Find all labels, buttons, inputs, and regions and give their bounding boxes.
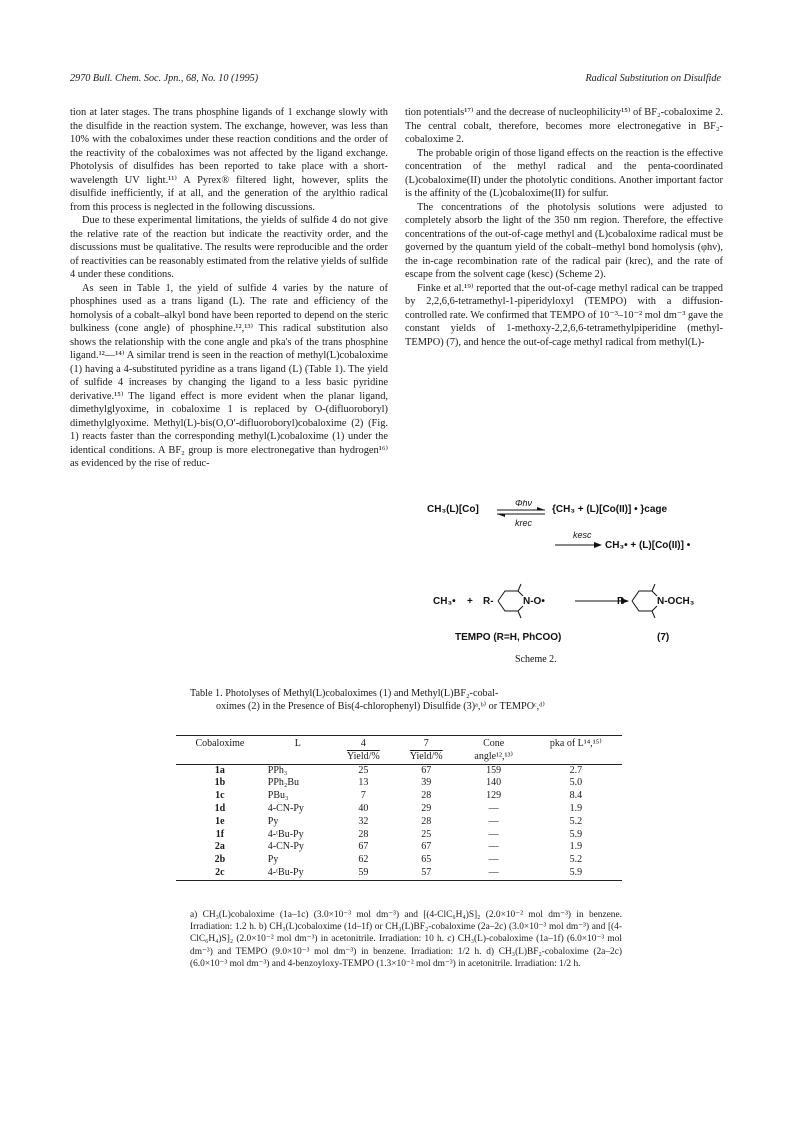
cell-yield-7: 28 (421, 815, 432, 827)
cell-yield-7: 39 (421, 777, 432, 789)
cell-cone-angle: — (488, 815, 499, 827)
scheme-r-left: R- (483, 596, 494, 607)
table-subheader-row (176, 751, 622, 764)
cell-yield-4: 13 (358, 777, 369, 789)
cell-ligand: PPh₃ (267, 764, 288, 776)
cell-pka: 8.4 (569, 790, 583, 802)
cell-yield-4: 59 (332, 867, 395, 880)
scheme-kesc: kesc (573, 530, 592, 540)
cell-cone-angle: — (488, 854, 499, 866)
paragraph: Due to these experimental limitations, the yields of sulfide 4 do not give the relative rate of the reaction but indicate the reactivity order, and the discussions must be qualitative. The results were reproducible and the order of reactivities can be reasonably estimated from the relative yields of sulfide 4 under these conditions. (70, 215, 388, 280)
cell-cobaloxime: 1f (215, 828, 225, 840)
cell-ligand: 4-CN-Py (267, 841, 304, 853)
cell-cobaloxime: 2c (176, 867, 264, 880)
header-ligand: L (264, 736, 332, 751)
table-row (176, 790, 622, 803)
cell-cobaloxime: 1b (214, 777, 226, 789)
cell-cone-angle: 129 (486, 790, 502, 802)
header-pka: pka of L¹⁴,¹⁵⁾ (530, 736, 622, 751)
table-header-row (176, 736, 622, 751)
cell-ligand: Py (267, 854, 279, 866)
cell-cobaloxime: 1e (215, 815, 225, 827)
left-column (70, 106, 388, 471)
scheme-tempo-label: TEMPO (R=H, PhCOO) (455, 632, 562, 643)
header-cone: Cone (458, 736, 530, 751)
cell-cobaloxime: 2a (214, 841, 225, 853)
header-yield-7: Yield/% (395, 751, 458, 764)
cell-ligand: 4-ᵗBu-Py (264, 867, 332, 880)
table-row (176, 867, 622, 880)
cell-ligand: PBu₃ (267, 790, 289, 802)
cell-yield-7: 28 (421, 790, 432, 802)
paragraph: The concentrations of the photolysis solutions were adjusted to completely absorb the light of the 350 nm region. Therefore, the effective concentrations of the out-of-cage methyl and (L)cobaloxime radical must be governed by the quantum yield of the cobalt–methyl bond homolysis (φhν), the in-cage recombination rate of the radical pair (krec), and the rate of escape from the solvent cage (kesc) (Scheme 2). (405, 201, 723, 280)
cell-pka: 5.9 (530, 867, 622, 880)
cell-cone-angle: — (488, 841, 499, 853)
cell-ligand: 4-CN-Py (267, 802, 304, 814)
scheme-escaped: CH₃• + (L)[Co(II)] • (605, 540, 691, 551)
cell-cone-angle: — (458, 867, 530, 880)
table-row (176, 816, 622, 829)
header-yield-4: Yield/% (332, 751, 395, 764)
table-caption-line-1: Table 1. Photolyses of Methyl(L)cobaloximes (1) and Methyl(L)BF₂-cobal- (190, 688, 499, 699)
cell-ligand: PPh₂Bu (267, 777, 300, 789)
scheme-2 (405, 500, 725, 670)
table-row (176, 829, 622, 842)
cell-pka: 5.2 (569, 815, 583, 827)
header-cone-angle: angle¹²,¹³⁾ (458, 751, 530, 764)
cell-cone-angle: 159 (486, 764, 502, 776)
cell-cobaloxime: 1c (215, 790, 225, 802)
table-row (176, 854, 622, 867)
cell-ligand: 4-ᵗBu-Py (267, 828, 304, 840)
table-body (176, 764, 622, 880)
cell-pka: 5.0 (569, 777, 583, 789)
cell-cone-angle: — (488, 828, 499, 840)
cell-yield-4: 67 (358, 841, 369, 853)
scheme-krec: krec (515, 518, 533, 528)
cell-pka: 5.2 (569, 854, 583, 866)
scheme-product-number: (7) (657, 632, 670, 643)
table-caption-line-2: oximes (2) in the Presence of Bis(4-chlorophenyl) Disulfide (3)ᵃ,ᵇ⁾ or TEMPOᶜ,ᵈ⁾ (216, 701, 545, 712)
scheme-caption: Scheme 2. (515, 654, 557, 665)
cell-yield-4: 62 (358, 854, 369, 866)
cell-yield-7: 25 (421, 828, 432, 840)
paragraph: Finke et al.¹⁹⁾ reported that the out-of-cage methyl radical can be trapped by 2,2,6,6-tetramethyl-1-piperidyloxyl (TEMPO) with a diffusion-controlled rate. We confirmed that TEMPO of 10⁻³–10⁻² mol dm⁻³ gave the constant yields of 1-methoxy-2,2,6,6-tetramethylpiperidine (methyl-TEMPO) (7), and hence the out-of-cage methyl radical from methyl(L)- (405, 282, 723, 348)
cell-yield-7: 65 (421, 854, 432, 866)
cell-yield-4: 32 (358, 815, 369, 827)
escape-arrow-head (594, 542, 602, 548)
cell-ligand: Py (267, 815, 279, 827)
scheme-r-right: R- (617, 596, 628, 607)
scheme-plus: + (467, 596, 473, 607)
cell-pka: 1.9 (569, 841, 583, 853)
cell-cobaloxime: 1d (214, 802, 226, 814)
scheme-n-och3: N-OCH₃ (657, 596, 695, 607)
cell-yield-4: 25 (358, 764, 369, 776)
scheme-methyl-radical: CH₃• (433, 596, 456, 607)
cell-pka: 5.9 (569, 828, 583, 840)
table-caption (190, 687, 630, 713)
running-header-right: Radical Substitution on Disulfide (585, 73, 721, 84)
cell-cobaloxime: 2b (214, 854, 226, 866)
scheme-no-radical: N-O• (523, 596, 545, 607)
cell-yield-4: 40 (358, 802, 369, 814)
table-footnotes (190, 909, 622, 970)
table-row (176, 777, 622, 790)
cell-cone-angle: — (488, 802, 499, 814)
cell-yield-4: 7 (360, 790, 366, 802)
paragraph: The probable origin of those ligand effects on the reaction is the effective concentration of the methyl radical and the penta-coordinated (L)cobaloxime(II) under the photolytic conditions. Another important factor is the affinity of the (L)cobaloxime(II) for sulfur. (405, 147, 723, 199)
footnote-text: a) CH₃(L)cobaloxime (1a–1c) (3.0×10⁻³ mol dm⁻³) and [(4-ClC₆H₄)S]₂ (2.0×10⁻² mol dm⁻³) in benzene. Irradiation: 1.2 h. b) CH₃(L)cobaloxime (1d–1f) or CH₃(L)BF₂-cobaloxime (2a–2c) (3.0×10⁻³ mol dm⁻³) and [(4-ClC₆H₄)S]₂ (2.0×10⁻² mol dm⁻³) in acetonitrile. Irradiation: 10 h. c) CH₃(L)-cobaloxime (1a–1f) (6.0×10⁻³ mol dm⁻³) and TEMPO (9.0×10⁻³ mol dm⁻³) in benzene. Irradiation: 1/2 h. d) CH₃(L)BF₂-cobaloxime (2a–2c) (6.0×10⁻³ mol dm⁻³) and 4-benzoyloxy-TEMPO (1.3×10⁻² mol dm⁻³) in acetonitrile. Irradiation: 1/2 h. (190, 910, 622, 969)
data-table (176, 735, 622, 881)
cell-yield-4: 28 (358, 828, 369, 840)
paragraph: As seen in Table 1, the yield of sulfide 4 varies by the nature of phosphines used as a trans ligand (L). The rate and efficiency of the homolysis of a cobalt–alkyl bond have been reported to depend on the steric bulkiness (cone angle) of phosphine.¹²,¹³⁾ This radical substitution also shows the relationship with the cone angle and pka's of the trans phosphine ligand.¹²—¹⁴⁾ A similar trend is seen in the reaction of methyl(L)cobaloxime (1) having a 4-substituted pyridine as a trans ligand (L) (Table 1). The yield of sulfide 4 increases by changing the ligand to a less basic pyridine derivative.¹⁵⁾ The ligand effect is more evident when the planar ligand, dimethylglyoxime, in cobaloxime 1 is replaced by O-(difluoroboryl) dimethylglyoxime. Methyl(L)-bis(O,O′-difluoroboryl)cobaloxime (2) (Fig. 1) reacts faster than the corresponding methyl(L)cobaloxime (1) under the identical conditions. A BF₂ group is more electronegative than hydrogen¹⁶⁾ as evidenced by the rise of reduc- (70, 282, 388, 469)
cell-yield-7: 29 (421, 802, 432, 814)
cell-cobaloxime: 1a (214, 764, 225, 776)
table-row (176, 841, 622, 854)
right-column (405, 106, 723, 349)
cell-pka: 1.9 (569, 802, 583, 814)
table-row (176, 803, 622, 816)
tempo-ring-right (632, 584, 657, 618)
paragraph: tion potentials¹⁷⁾ and the decrease of nucleophilicity¹⁵⁾ of BF₂-cobaloxime 2. The central cobalt, therefore, becomes more electronegative in BF₂-cobaloxime 2. (405, 107, 723, 145)
tempo-ring-left (498, 584, 523, 618)
cell-yield-7: 67 (421, 764, 432, 776)
cell-pka: 2.7 (569, 764, 583, 776)
cell-cone-angle: 140 (486, 777, 502, 789)
header-4: 4 (332, 736, 395, 751)
scheme-reactant: CH₃(L)[Co] (427, 504, 479, 515)
cell-yield-7: 57 (395, 867, 458, 880)
paragraph: tion at later stages. The trans phosphine ligands of 1 exchange slowly with the disulfide in the reaction system. The exchange, however, was less than 10% with the cobaloximes under these reaction conditions and the order of the reactivity of the cobaloximes was not affected by the ligand exchange. Photolysis of disulfides has been reported to take place with a short-wavelength UV light.¹¹⁾ A Pyrex® filtered light, however, splits the disulfide inefficiently, if at all, and the generation of the arylthio radical from this process is neglected in the following discussions. (70, 107, 388, 213)
header-7: 7 (395, 736, 458, 751)
header-cobaloxime: Cobaloxime (176, 736, 264, 751)
scheme-cage: {CH₃ + (L)[Co(II)] • }cage (552, 504, 668, 515)
table-row (176, 764, 622, 777)
reaction-scheme-diagram (405, 500, 725, 670)
cell-yield-7: 67 (421, 841, 432, 853)
scheme-phi: Φhν (515, 500, 533, 508)
running-header-left: 2970 Bull. Chem. Soc. Jpn., 68, No. 10 (1995) (70, 73, 259, 84)
